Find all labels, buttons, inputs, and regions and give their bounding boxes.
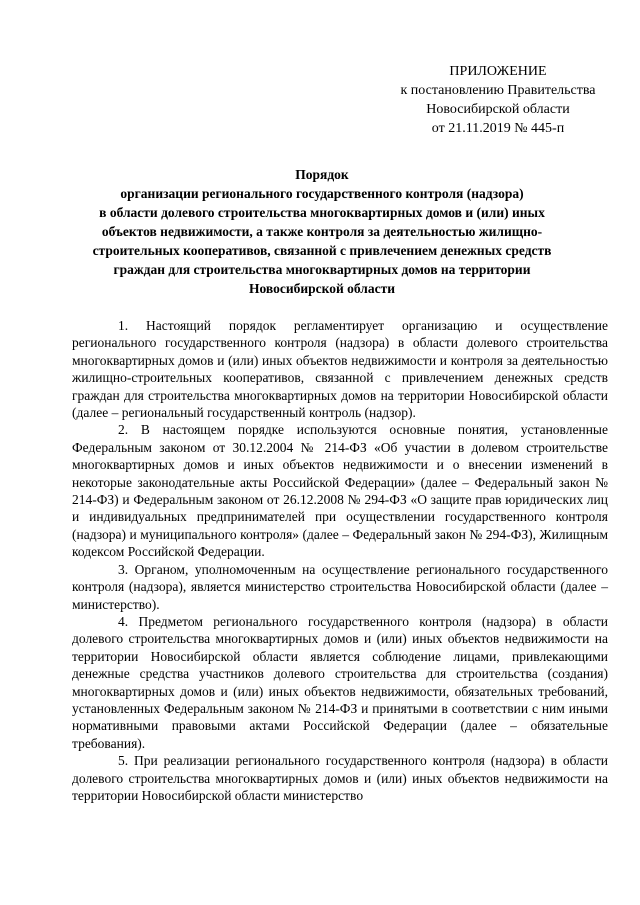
appendix-label: ПРИЛОЖЕНИЕ — [449, 64, 547, 79]
appendix-resolution-line: к постановлению Правительства — [400, 83, 596, 98]
title-line: Порядок — [295, 167, 349, 182]
title-line: Новосибирской области — [248, 281, 396, 296]
document-title — [72, 165, 572, 298]
paragraph-4: 4. Предметом регионального государственного контроля (надзора) в области долевого строительства многоквартирных домов и (или) иных объектов недвижимости на территории Новосибирской области является соблюдение лицами, привлекающими денежные средства участников долевого строительства для строительства (создания) многоквартирных домов и (или) иных объектов недвижимости, обязательных требований, установленных Федеральным законом № 214-ФЗ и принятыми в соответствии с ним иными нормативными правовыми актами Российской Федерации (далее – обязательные требования). — [72, 613, 608, 751]
appendix-header — [388, 62, 608, 138]
title-line: граждан для строительства многоквартирных домов на территории — [113, 262, 531, 277]
title-line: в области долевого строительства многоквартирных домов и (или) иных — [99, 205, 545, 220]
paragraph-5: 5. При реализации регионального государственного контроля (надзора) в области долевого строительства многоквартирных домов и (или) иных объектов недвижимости на территории Новосибирской области министерство — [72, 753, 608, 803]
document-body — [72, 317, 608, 804]
paragraph-2: 2. В настоящем порядке используются основные понятия, установленные Федеральным законом от 30.12.2004 № 214-ФЗ «Об участии в долевом строительстве многоквартирных домов и иных объектов недвижимости и о внесении изменений в некоторые законодательные акты Российской Федерации» (далее – Федеральный закон № 214-ФЗ) и Федеральным законом от 26.12.2008 № 294-ФЗ «О защите прав юридических лиц и индивидуальных предпринимателей при осуществлении государственного контроля (надзора) и муниципального контроля» (далее – Федеральный закон № 294-ФЗ), Жилищным кодексом Российской Федерации. — [72, 422, 608, 560]
appendix-region-line: Новосибирской области — [426, 102, 570, 117]
title-line: объектов недвижимости, а также контроля за деятельностью жилищно- — [101, 224, 543, 239]
paragraph-3: 3. Органом, уполномоченным на осуществление регионального государственного контроля (надзора), является министерство строительства Новосибирской области (далее – министерство). — [72, 561, 608, 612]
paragraph-1: 1. Настоящий порядок регламентирует организацию и осуществление регионального государственного контроля (надзора) в области долевого строительства многоквартирных домов и (или) иных объектов недвижимости и контроля за деятельностью жилищно-строительных кооперативов, связанной с привлечением денежных средств граждан для строительства многоквартирных домов на территории Новосибирской области (далее – региональный государственный контроль (надзор). — [72, 318, 608, 421]
appendix-date-number: от 21.11.2019 № 445-п — [431, 121, 565, 136]
title-line: строительных кооперативов, связанной с привлечением денежных средств — [92, 243, 552, 258]
title-line: организации регионального государственного контроля (надзора) — [120, 186, 524, 201]
